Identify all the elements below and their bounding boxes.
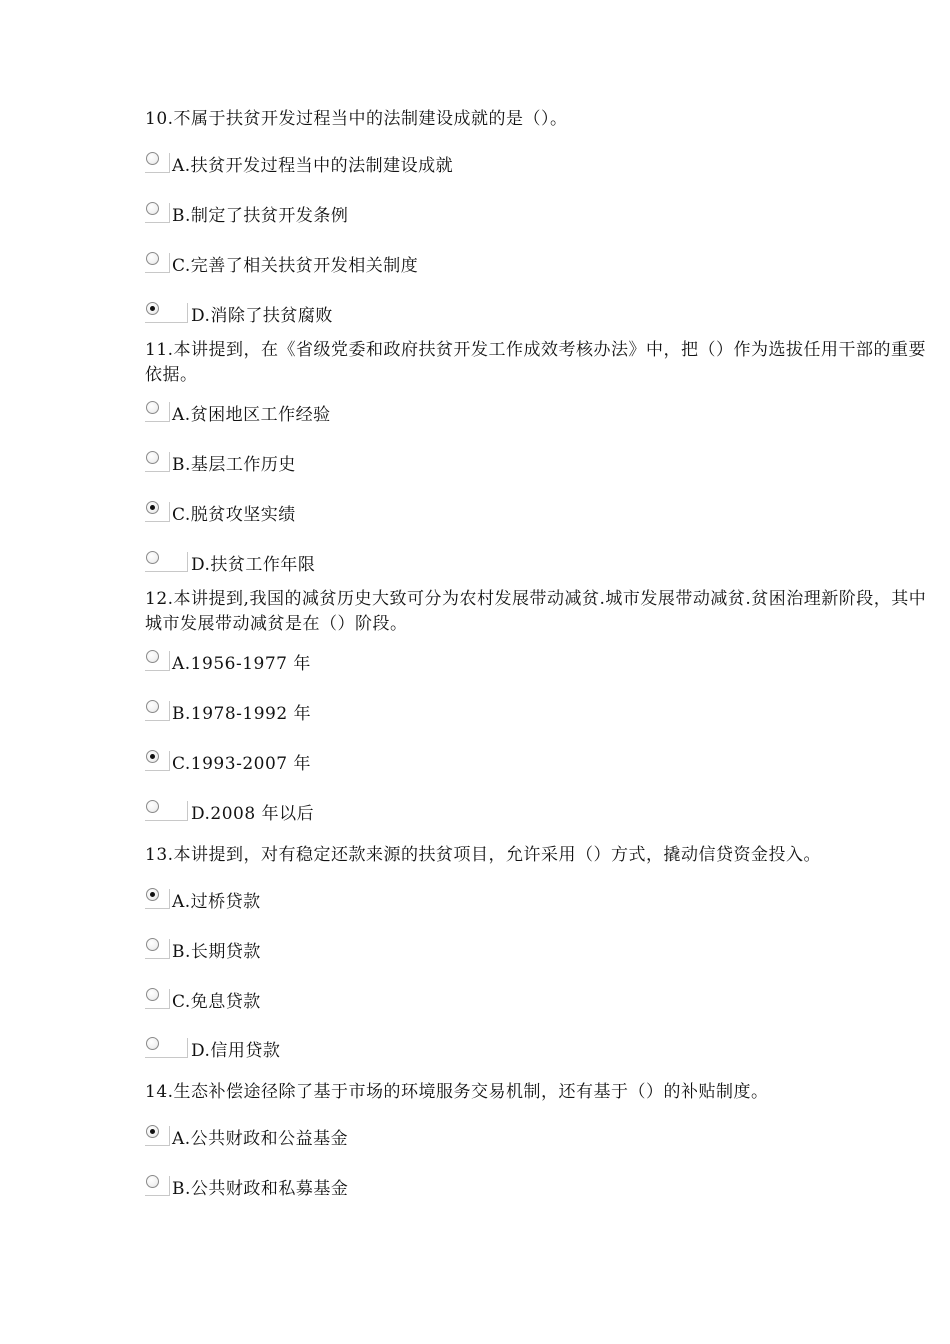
question-10-option-a[interactable]: [145, 151, 453, 175]
question-11-option-c[interactable]: [145, 500, 296, 524]
question-12-option-b[interactable]: [145, 699, 311, 723]
radio-button-icon[interactable]: [146, 800, 159, 813]
radio-button-checked-icon[interactable]: [146, 501, 159, 514]
radio-button-icon[interactable]: [146, 451, 159, 464]
question-12-option-d[interactable]: [145, 799, 314, 823]
option-label: D.扶贫工作年限: [191, 554, 316, 575]
option-label: D.消除了扶贫腐败: [191, 305, 333, 326]
option-label: B.基层工作历史: [172, 454, 296, 475]
radio-button-icon[interactable]: [146, 650, 159, 663]
radio-button-icon[interactable]: [146, 1175, 159, 1188]
radio-button-icon[interactable]: [146, 202, 159, 215]
radio-button-checked-icon[interactable]: [146, 1125, 159, 1138]
option-label: C.脱贫攻坚实绩: [172, 504, 296, 525]
option-label: A.过桥贷款: [172, 891, 261, 912]
option-label: C.1993-2007 年: [172, 753, 311, 774]
question-13-option-b[interactable]: [145, 937, 261, 961]
question-13-option-d[interactable]: [145, 1036, 280, 1060]
radio-button-checked-icon[interactable]: [146, 302, 159, 315]
radio-button-icon[interactable]: [146, 700, 159, 713]
question-10-option-d[interactable]: [145, 301, 333, 325]
option-label: C.完善了相关扶贫开发相关制度: [172, 255, 419, 276]
option-label: D.2008 年以后: [191, 803, 315, 824]
question-11-option-a[interactable]: [145, 400, 331, 424]
option-label: B.长期贷款: [172, 941, 261, 962]
option-label: B.1978-1992 年: [172, 703, 312, 724]
question-11-title: 11.本讲提到，在《省级党委和政府扶贫开发工作成效考核办法》中，把（）作为选拔任用干部的重要依据。: [145, 340, 927, 385]
question-12-option-a[interactable]: [145, 649, 311, 673]
option-label: B.公共财政和私募基金: [172, 1178, 349, 1199]
option-label: A.1956-1977 年: [172, 653, 311, 674]
radio-button-icon[interactable]: [146, 988, 159, 1001]
option-label: A.扶贫开发过程当中的法制建设成就: [172, 155, 454, 176]
radio-button-icon[interactable]: [146, 401, 159, 414]
question-14-option-a[interactable]: [145, 1124, 348, 1148]
question-13-option-c[interactable]: [145, 987, 261, 1011]
radio-button-icon[interactable]: [146, 938, 159, 951]
option-label: C.免息贷款: [172, 991, 261, 1012]
question-12-option-c[interactable]: [145, 749, 311, 773]
question-11-option-b[interactable]: [145, 450, 296, 474]
question-12-title: 12.本讲提到,我国的减贫历史大致可分为农村发展带动减贫.城市发展带动减贫.贫困治理新阶段，其中城市发展带动减贫是在（）阶段。: [145, 589, 927, 634]
question-10-title: 10.不属于扶贫开发过程当中的法制建设成就的是（）。: [145, 109, 568, 129]
radio-button-checked-icon[interactable]: [146, 888, 159, 901]
question-13-option-a[interactable]: [145, 887, 261, 911]
radio-button-icon[interactable]: [146, 152, 159, 165]
radio-button-checked-icon[interactable]: [146, 750, 159, 763]
option-label: B.制定了扶贫开发条例: [172, 205, 349, 226]
radio-button-icon[interactable]: [146, 1037, 159, 1050]
radio-button-icon[interactable]: [146, 252, 159, 265]
question-14-title: 14.生态补偿途径除了基于市场的环境服务交易机制，还有基于（）的补贴制度。: [145, 1082, 769, 1102]
question-10-option-c[interactable]: [145, 251, 418, 275]
option-label: A.贫困地区工作经验: [172, 404, 331, 425]
option-label: D.信用贷款: [191, 1040, 281, 1061]
question-14-option-b[interactable]: [145, 1174, 348, 1198]
question-11-option-d[interactable]: [145, 550, 315, 574]
question-13-title: 13.本讲提到，对有稳定还款来源的扶贫项目，允许采用（）方式，撬动信贷资金投入。: [145, 845, 822, 865]
question-10-option-b[interactable]: [145, 201, 348, 225]
option-label: A.公共财政和公益基金: [172, 1128, 349, 1149]
radio-button-icon[interactable]: [146, 551, 159, 564]
